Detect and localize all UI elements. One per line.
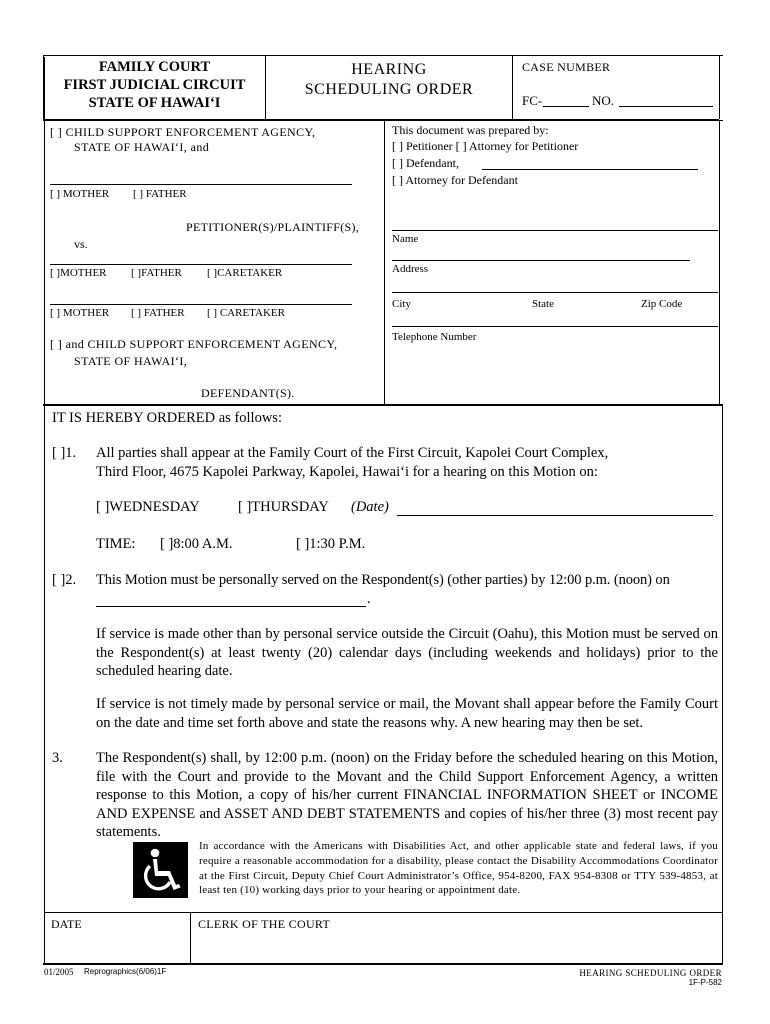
- header-bottom-rule: [43, 119, 719, 121]
- time-am-option[interactable]: [ ]8:00 A.M.: [160, 536, 233, 552]
- row3-father[interactable]: [ ] FATHER: [131, 307, 185, 319]
- prepared-line-1[interactable]: [ ] Petitioner [ ] Attorney for Petitioner: [392, 139, 579, 153]
- defendant-label: DEFENDANT(S).: [201, 386, 295, 400]
- address-label: Address: [392, 263, 429, 275]
- order-right-rule: [722, 404, 723, 964]
- header-right-rule: [719, 55, 720, 119]
- header-divider-2: [512, 55, 513, 119]
- name-line[interactable]: [392, 230, 718, 231]
- order-left-rule: [44, 404, 45, 964]
- row2-caretaker[interactable]: [ ]CARETAKER: [207, 267, 283, 279]
- title-line-1: HEARING: [351, 61, 427, 78]
- row1-mother[interactable]: [ ] MOTHER: [50, 188, 110, 200]
- timely-paragraph: If service is not timely made by personal service or mail, the Movant shall appear before the Family Court on the date and time set forth above and state the reasons why. A new hearing may then be set.: [96, 696, 718, 731]
- zip-label: Zip Code: [641, 298, 683, 310]
- csea2-line-1: [ ] and CHILD SUPPORT ENFORCEMENT AGENCY,: [50, 337, 338, 351]
- row3-mother[interactable]: [ ] MOTHER: [50, 307, 110, 319]
- state-label: State: [532, 298, 554, 310]
- item2-period: .: [367, 591, 371, 607]
- prepared-by-title: This document was prepared by:: [392, 123, 549, 137]
- item2-number[interactable]: [ ]2.: [52, 572, 77, 588]
- row1-father[interactable]: [ ] FATHER: [133, 188, 187, 200]
- clerk-signature-field[interactable]: [192, 932, 720, 962]
- city-line[interactable]: [392, 292, 718, 293]
- date-label: (Date): [351, 499, 389, 515]
- prepared-line-3[interactable]: [ ] Attorney for Defendant: [392, 173, 518, 187]
- csea-line-2: STATE OF HAWAI‘I, and: [74, 140, 210, 154]
- hearing-date-field[interactable]: [397, 500, 713, 516]
- item3-number: 3.: [52, 750, 63, 766]
- phone-label: Telephone Number: [392, 331, 477, 343]
- court-line-2: FIRST JUDICIAL CIRCUIT: [63, 77, 246, 93]
- signature-divider: [190, 912, 191, 964]
- footer-form-title: HEARING SCHEDULING ORDER: [579, 968, 722, 978]
- vs-label: vs.: [74, 237, 88, 251]
- ada-notice: In accordance with the Americans with Disabilities Act, and other applicable state and federal laws, if you require a reasonable accommodation for a disability, please contact the Disability Accommodations Coordinator at the First Circuit, Deputy Chief Court Administrator’s Office, 954-8200, FAX 954-8308 or TTY 539-4853, at least ten (10) working days prior to your hearing or appointment date.: [199, 840, 718, 897]
- csea-line-1: [ ] CHILD SUPPORT ENFORCEMENT AGENCY,: [50, 125, 316, 139]
- item3-paragraph: The Respondent(s) shall, by 12:00 p.m. (noon) on the Friday before the scheduled hearing on this Motion, file with the Court and provide to the Movant and the Child Support Enforcement Agency, a written response to this Motion, a copy of his/her current FINANCIAL INFORMATION SHEET or INCOME AND EXPENSE and ASSET AND DEBT STATEMENTS and copies of his/her three (3) most recent pay statements.: [96, 750, 718, 840]
- city-label: City: [392, 298, 411, 310]
- parties-divider: [384, 121, 385, 404]
- clerk-label: CLERK OF THE COURT: [198, 917, 331, 931]
- item2-line-1: This Motion must be personally served on the Respondent(s) (other parties) by 12:00 p.m. (noon) on: [96, 572, 670, 588]
- form-number: 1F-P-582: [688, 978, 722, 987]
- row2-mother[interactable]: [ ]MOTHER: [50, 267, 107, 279]
- signature-bottom-rule: [43, 963, 723, 965]
- name-label: Name: [392, 233, 419, 245]
- order-top-rule: [43, 404, 723, 406]
- petitioner-label: PETITIONER(S)/PLAINTIFF(S),: [186, 220, 360, 234]
- time-label: TIME:: [96, 536, 136, 552]
- item1-line-1: All parties shall appear at the Family Court of the First Circuit, Kapolei Court Complex,: [96, 445, 609, 461]
- no-label: NO.: [592, 93, 615, 108]
- wheelchair-icon: [133, 842, 188, 898]
- service-deadline-field[interactable]: [96, 591, 366, 607]
- date-signature-field[interactable]: [46, 932, 188, 962]
- fc-label: FC-: [522, 93, 543, 108]
- date-box-label: DATE: [51, 917, 82, 931]
- item1-number[interactable]: [ ]1.: [52, 445, 77, 461]
- wednesday-option[interactable]: [ ]WEDNESDAY: [96, 499, 200, 515]
- csea2-line-2: STATE OF HAWAI‘I,: [74, 354, 188, 368]
- court-line-1: FAMILY COURT: [98, 59, 211, 75]
- fc-field[interactable]: [543, 94, 589, 107]
- form-date: 01/2005: [44, 967, 74, 977]
- case-number-label: CASE NUMBER: [522, 60, 611, 74]
- party-name-field-3[interactable]: [50, 290, 352, 305]
- court-line-3: STATE OF HAWAI‘I: [88, 95, 221, 111]
- order-intro: IT IS HEREBY ORDERED as follows:: [52, 410, 282, 426]
- parties-right-rule: [719, 121, 720, 404]
- party-name-field-1[interactable]: [50, 170, 352, 185]
- thursday-option[interactable]: [ ]THURSDAY: [238, 499, 329, 515]
- phone-line[interactable]: [392, 326, 718, 327]
- reprographics-note: Reprographics(6/06)1F: [84, 967, 167, 976]
- parties-left-rule: [44, 121, 45, 404]
- signature-top-rule: [44, 912, 723, 913]
- defendant-name-field[interactable]: [482, 157, 698, 170]
- address-line[interactable]: [392, 260, 690, 261]
- case-no-field[interactable]: [619, 94, 713, 107]
- row3-caretaker[interactable]: [ ] CARETAKER: [207, 307, 285, 319]
- time-pm-option[interactable]: [ ]1:30 P.M.: [296, 536, 366, 552]
- prepared-line-2[interactable]: [ ] Defendant,: [392, 156, 459, 170]
- title-line-2: SCHEDULING ORDER: [304, 81, 474, 98]
- service-paragraph: If service is made other than by personal service outside the Circuit (Oahu), this Motion must be served on the Respondent(s) at least twenty (20) calendar days (including weekends and holidays) prior to the scheduled hearing date.: [96, 626, 718, 679]
- party-name-field-2[interactable]: [50, 250, 352, 265]
- row2-father[interactable]: [ ]FATHER: [131, 267, 182, 279]
- item1-line-2: Third Floor, 4675 Kapolei Parkway, Kapolei, Hawai‘i for a hearing on this Motion on:: [96, 464, 598, 480]
